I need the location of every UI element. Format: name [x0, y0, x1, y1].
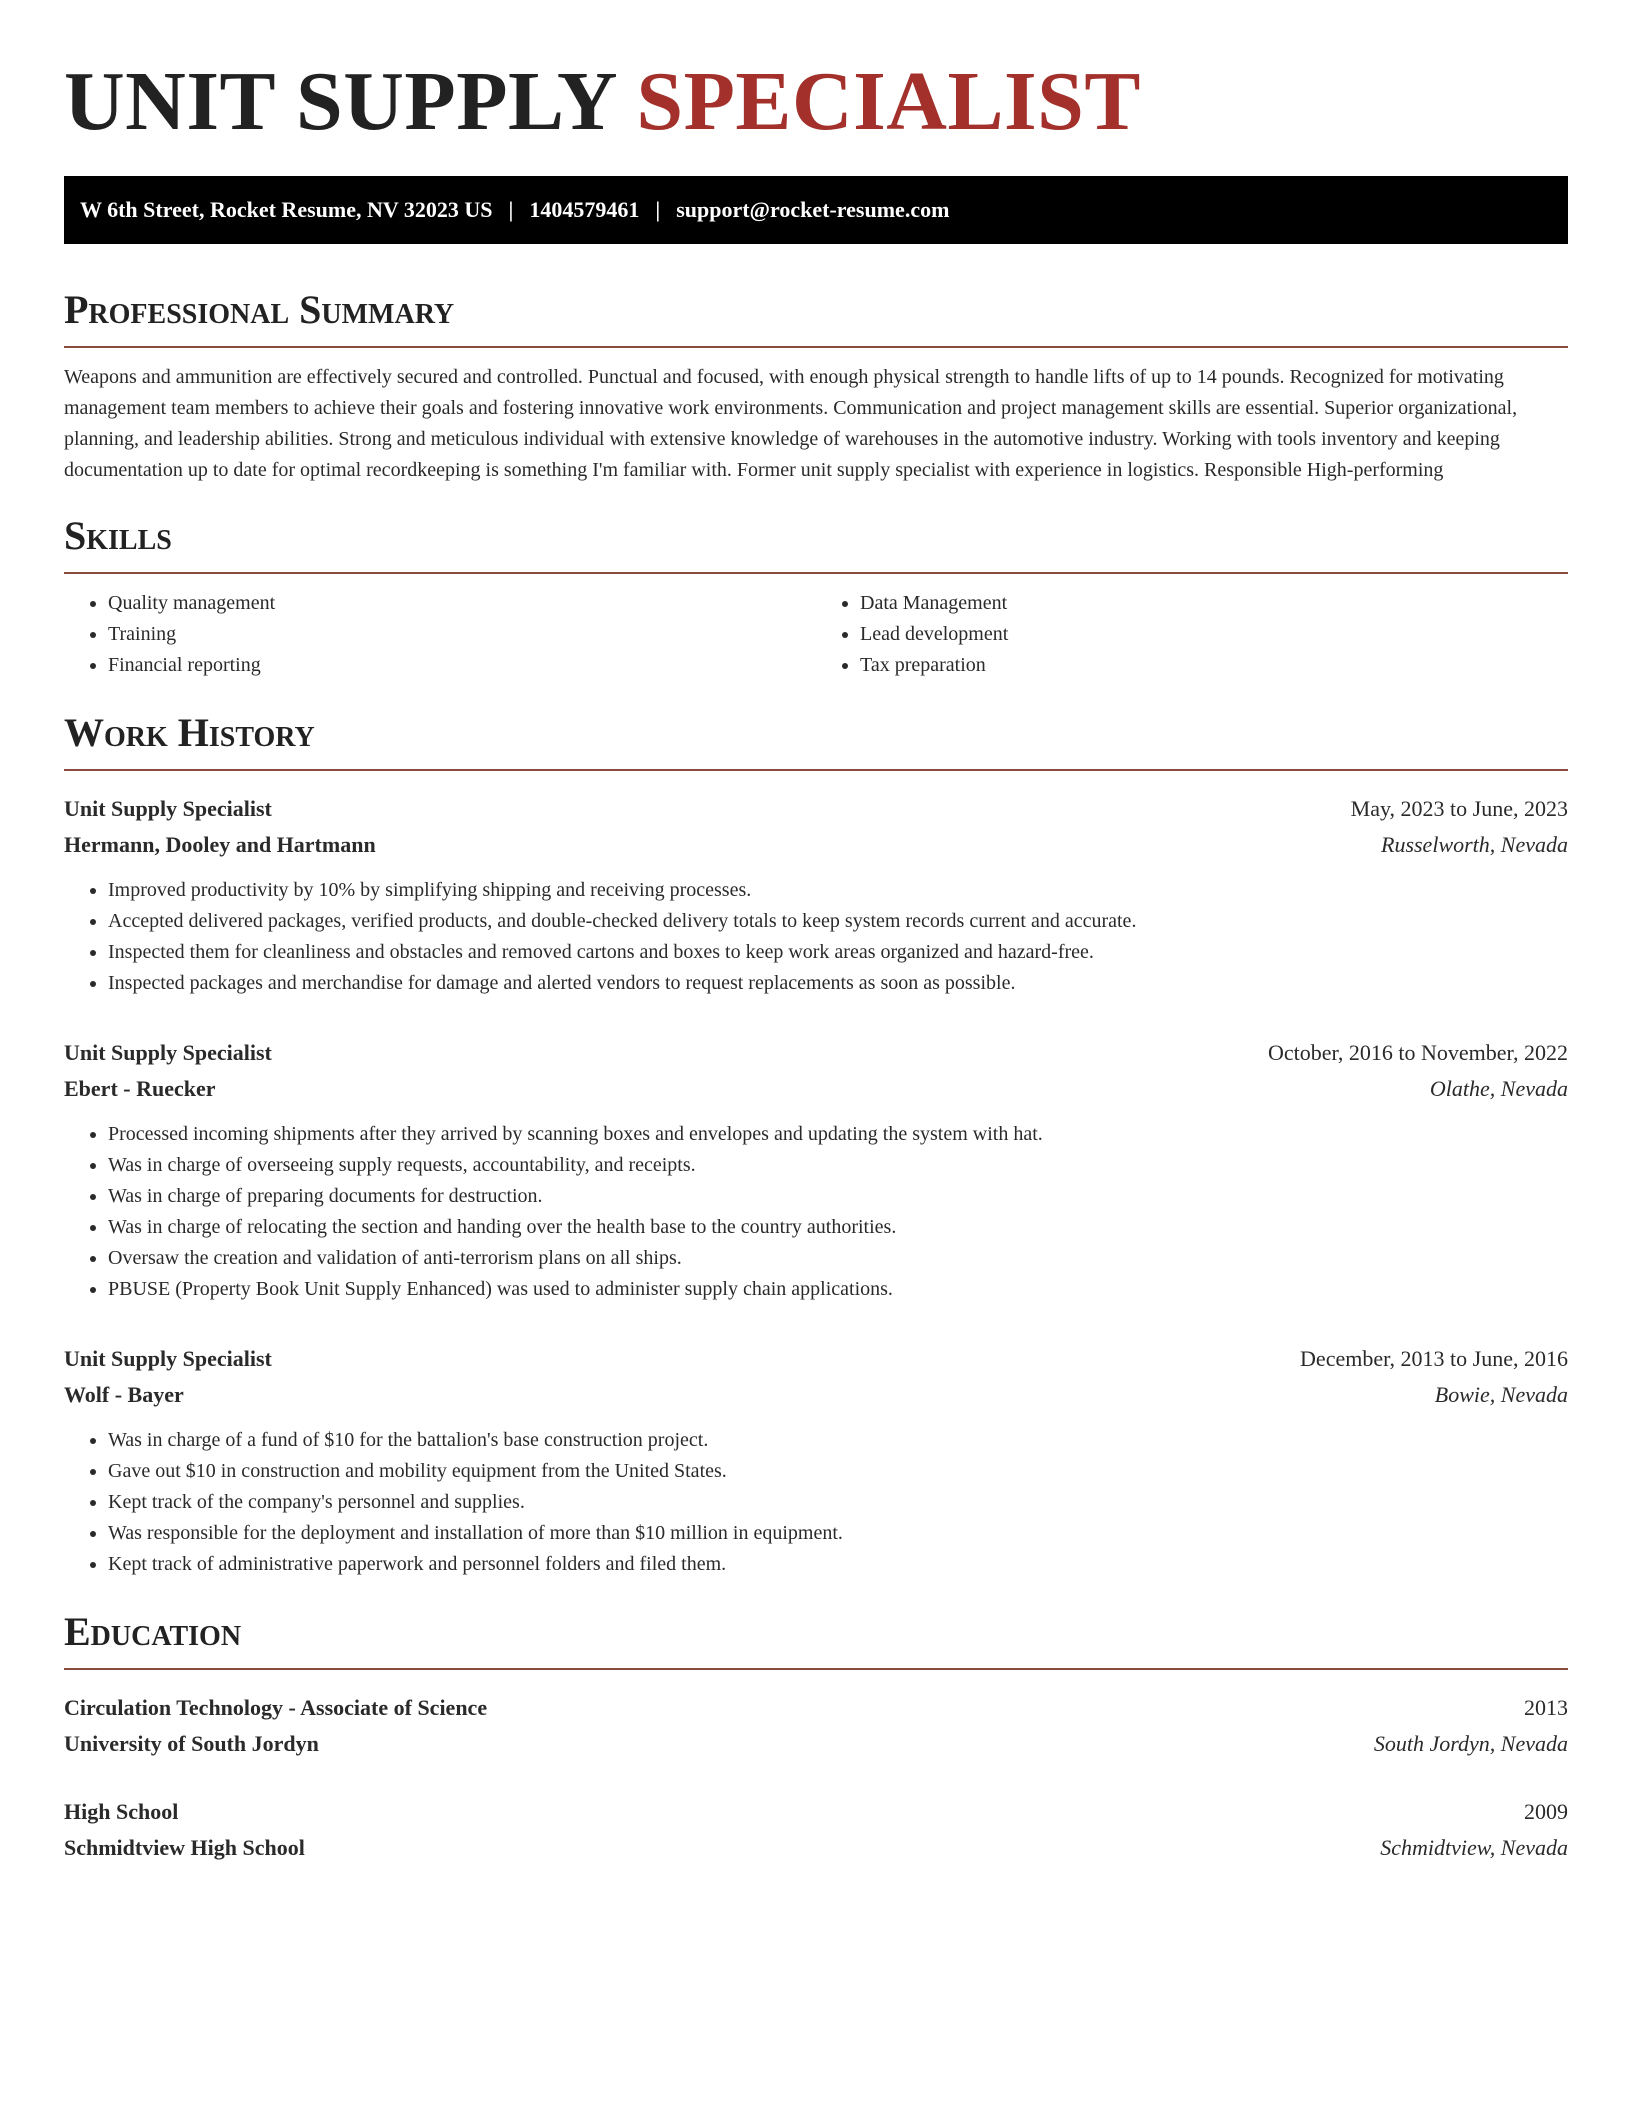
job-location: Olathe, Nevada — [1429, 1076, 1568, 1102]
contact-address: W 6th Street, Rocket Resume, NV 32023 US — [80, 197, 493, 223]
skills-section — [64, 514, 1568, 681]
job-bullets — [64, 1425, 1568, 1580]
summary-text: Weapons and ammunition are effectively secured and controlled. Punctual and focused, with enough physical strength to handle lifts of up to 14 pounds. Recognized for motivating management team members to achieve their goals and fostering innovative work environments. Communication and project management skills are essential. Superior organizational, planning, and leadership abilities. Strong and meticulous individual with extensive knowledge of warehouses in the automotive industry. Working with tools inventory and keeping documentation up to date for optimal recordkeeping is something I'm familiar with. Former unit supply specialist with experience in logistics. Responsible High-performing — [64, 366, 1518, 482]
job-company-row — [64, 1377, 1568, 1413]
education-section — [64, 1610, 1568, 1866]
name-main: UNIT SUPPLY — [64, 55, 615, 148]
education-year: 2009 — [1524, 1799, 1568, 1825]
resume-name — [64, 56, 1568, 148]
job-location: Bowie, Nevada — [1434, 1382, 1568, 1408]
job-bullet: • Was in charge of overseeing supply requests, accountability, and receipts. — [108, 1150, 1568, 1181]
job-role: Unit Supply Specialist — [64, 1040, 272, 1066]
job-header-row — [64, 1341, 1568, 1377]
skill-item: • Financial reporting — [108, 650, 816, 681]
job-bullet: • Oversaw the creation and validation of anti-terrorism plans on all ships. — [108, 1243, 1568, 1274]
education-year: 2013 — [1524, 1695, 1568, 1721]
contact-bar — [64, 176, 1568, 244]
education-degree: High School — [64, 1799, 179, 1825]
job-bullet: • Was in charge of preparing documents for destruction. — [108, 1181, 1568, 1212]
education-degree-row — [64, 1690, 1568, 1726]
job-bullet: • Inspected them for cleanliness and obstacles and removed cartons and boxes to keep work areas organized and hazard-free. — [108, 937, 1568, 968]
contact-phone: 1404579461 — [529, 197, 640, 223]
job-bullets — [64, 875, 1568, 999]
job-company: Hermann, Dooley and Hartmann — [64, 832, 376, 858]
skill-item: • Tax preparation — [860, 650, 1568, 681]
education-school-row — [64, 1726, 1568, 1762]
summary-section — [64, 288, 1568, 486]
job-dates: May, 2023 to June, 2023 — [1350, 796, 1568, 822]
job-bullet: • Was in charge of a fund of $10 for the battalion's base construction project. — [108, 1425, 1568, 1456]
education-degree: Circulation Technology - Associate of Science — [64, 1695, 488, 1721]
education-entry — [64, 1690, 1568, 1762]
job-dates: October, 2016 to November, 2022 — [1267, 1040, 1568, 1066]
job-company: Ebert - Ruecker — [64, 1076, 216, 1102]
job-bullet: • Inspected packages and merchandise for damage and alerted vendors to request replacements as soon as possible. — [108, 968, 1568, 999]
skill-item: • Training — [108, 619, 816, 650]
education-title: Education — [64, 1609, 242, 1655]
job-bullet: • Was in charge of relocating the section and handing over the health base to the country authorities. — [108, 1212, 1568, 1243]
section-divider — [64, 1668, 1568, 1670]
education-school: University of South Jordyn — [64, 1731, 319, 1757]
section-divider — [64, 769, 1568, 771]
job-bullet: • Accepted delivered packages, verified products, and double-checked delivery totals to keep system records current and accurate. — [108, 906, 1568, 937]
job-location: Russelworth, Nevada — [1381, 832, 1568, 858]
job-bullet: • Improved productivity by 10% by simplifying shipping and receiving processes. — [108, 875, 1568, 906]
job-company-row — [64, 1071, 1568, 1107]
job-role: Unit Supply Specialist — [64, 796, 272, 822]
job-entry — [64, 791, 1568, 999]
job-bullet: • Kept track of the company's personnel and supplies. — [108, 1487, 1568, 1518]
job-bullet: • Gave out $10 in construction and mobility equipment from the United States. — [108, 1456, 1568, 1487]
section-divider — [64, 572, 1568, 574]
job-dates: December, 2013 to June, 2016 — [1300, 1346, 1568, 1372]
contact-email: support@rocket-resume.com — [676, 197, 950, 223]
skills-list-left — [64, 588, 816, 681]
education-entry — [64, 1794, 1568, 1866]
job-header-row — [64, 791, 1568, 827]
job-bullet: • Processed incoming shipments after they arrived by scanning boxes and envelopes and updating the system with hat. — [108, 1119, 1568, 1150]
contact-separator: | — [655, 197, 661, 223]
job-bullets — [64, 1119, 1568, 1305]
skill-item: • Quality management — [108, 588, 816, 619]
job-bullet: • Kept track of administrative paperwork and personnel folders and filed them. — [108, 1549, 1568, 1580]
job-company: Wolf - Bayer — [64, 1382, 184, 1408]
education-school: Schmidtview High School — [64, 1835, 305, 1861]
skills-title: Skills — [64, 513, 172, 559]
skills-columns — [64, 588, 1568, 681]
job-bullet: • PBUSE (Property Book Unit Supply Enhanced) was used to administer supply chain applications. — [108, 1274, 1568, 1305]
job-entry — [64, 1035, 1568, 1305]
name-accent: SPECIALIST — [636, 55, 1141, 148]
education-location: Schmidtview, Nevada — [1380, 1835, 1568, 1861]
skills-list-right — [816, 588, 1568, 681]
job-company-row — [64, 827, 1568, 863]
job-entry — [64, 1341, 1568, 1580]
job-bullet: • Was responsible for the deployment and installation of more than $10 million in equipment. — [108, 1518, 1568, 1549]
education-location: South Jordyn, Nevada — [1373, 1731, 1568, 1757]
section-divider — [64, 346, 1568, 348]
work-section — [64, 711, 1568, 1580]
contact-separator: | — [508, 197, 514, 223]
job-role: Unit Supply Specialist — [64, 1346, 272, 1372]
education-degree-row — [64, 1794, 1568, 1830]
job-header-row — [64, 1035, 1568, 1071]
skill-item: • Data Management — [860, 588, 1568, 619]
education-school-row — [64, 1830, 1568, 1866]
work-title: Work History — [64, 710, 315, 756]
skill-item: • Lead development — [860, 619, 1568, 650]
summary-title: Professional Summary — [64, 287, 455, 333]
resume-page — [64, 56, 1568, 1866]
